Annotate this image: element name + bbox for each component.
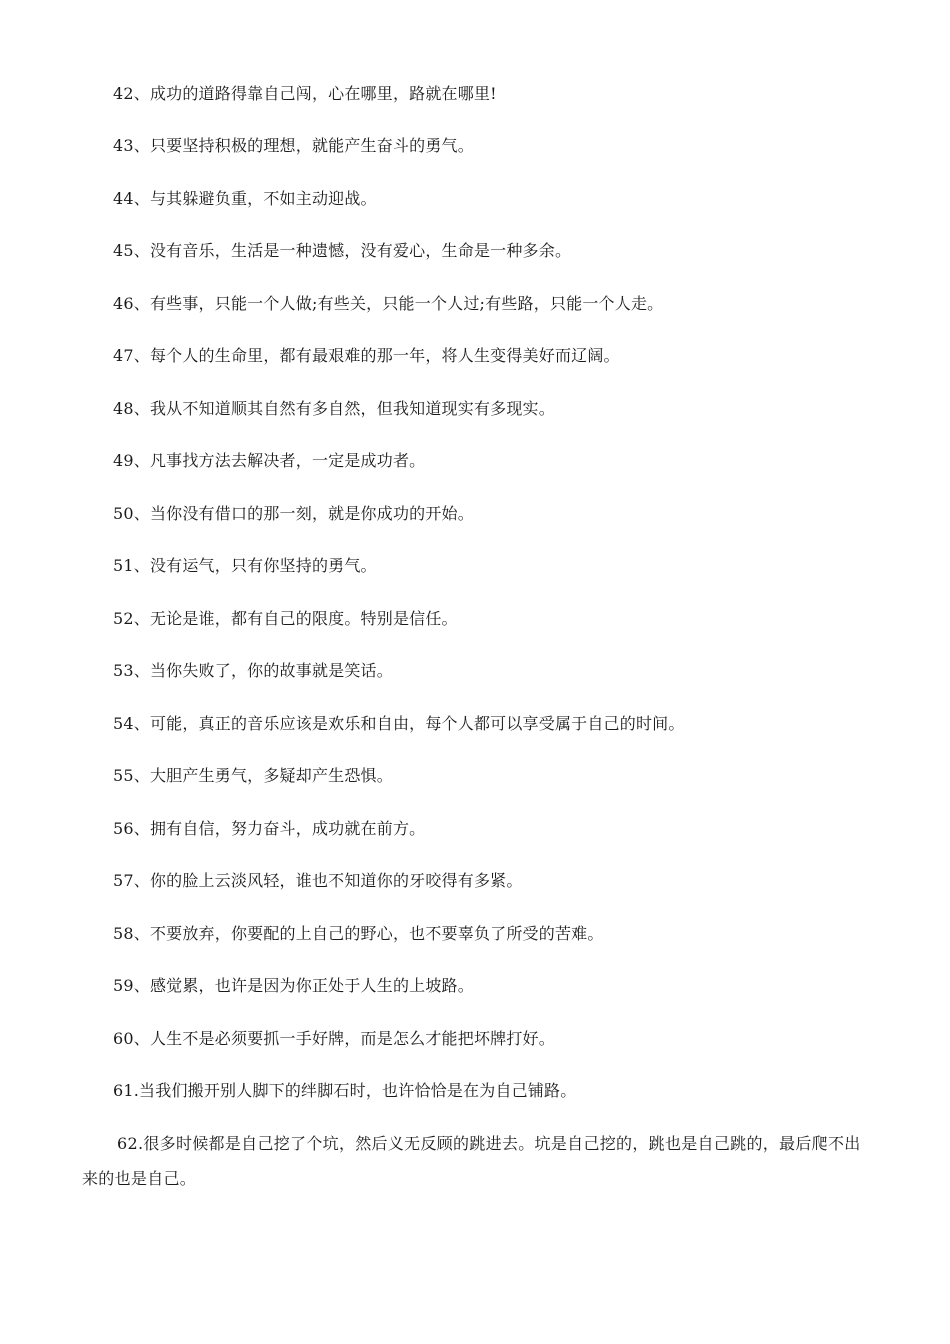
- quote-54: 54、可能，真正的音乐应该是欢乐和自由，每个人都可以享受属于自己的时间。: [113, 714, 685, 733]
- quote-59: 59、感觉累，也许是因为你正处于人生的上坡路。: [113, 976, 474, 995]
- quote-56: 56、拥有自信，努力奋斗，成功就在前方。: [113, 819, 426, 838]
- quote-50: 50、当你没有借口的那一刻，就是你成功的开始。: [113, 504, 474, 523]
- quote-52: 52、无论是谁，都有自己的限度。特别是信任。: [113, 609, 458, 628]
- quote-57: 57、你的脸上云淡风轻，谁也不知道你的牙咬得有多紧。: [113, 871, 523, 890]
- quote-49: 49、凡事找方法去解决者，一定是成功者。: [113, 451, 426, 470]
- quote-61: 61.当我们搬开别人脚下的绊脚石时，也许恰恰是在为自己铺路。: [113, 1081, 577, 1100]
- quote-53: 53、当你失败了，你的故事就是笑话。: [113, 661, 393, 680]
- quote-58: 58、不要放弃，你要配的上自己的野心，也不要辜负了所受的苦难。: [113, 924, 604, 943]
- quote-45: 45、没有音乐，生活是一种遗憾，没有爱心，生命是一种多余。: [113, 241, 572, 260]
- quote-47: 47、每个人的生命里，都有最艰难的那一年，将人生变得美好而辽阔。: [113, 346, 620, 365]
- quote-43: 43、只要坚持积极的理想，就能产生奋斗的勇气。: [113, 136, 474, 155]
- quote-60: 60、人生不是必须要抓一手好牌，而是怎么才能把坏牌打好。: [113, 1029, 555, 1048]
- quote-62-paragraph: 62.很多时候都是自己挖了个坑，然后义无反顾的跳进去。坑是自己挖的，跳也是自己跳的，最后爬不出来的也是自己。: [82, 1134, 861, 1188]
- quote-51: 51、没有运气，只有你坚持的勇气。: [113, 556, 377, 575]
- quote-55: 55、大胆产生勇气，多疑却产生恐惧。: [113, 766, 393, 785]
- quote-42: 42、成功的道路得靠自己闯，心在哪里，路就在哪里!: [113, 84, 497, 103]
- quote-48: 48、我从不知道顺其自然有多自然，但我知道现实有多现实。: [113, 399, 555, 418]
- quote-46: 46、有些事，只能一个人做;有些关，只能一个人过;有些路，只能一个人走。: [113, 294, 664, 313]
- quote-44: 44、与其躲避负重，不如主动迎战。: [113, 189, 377, 208]
